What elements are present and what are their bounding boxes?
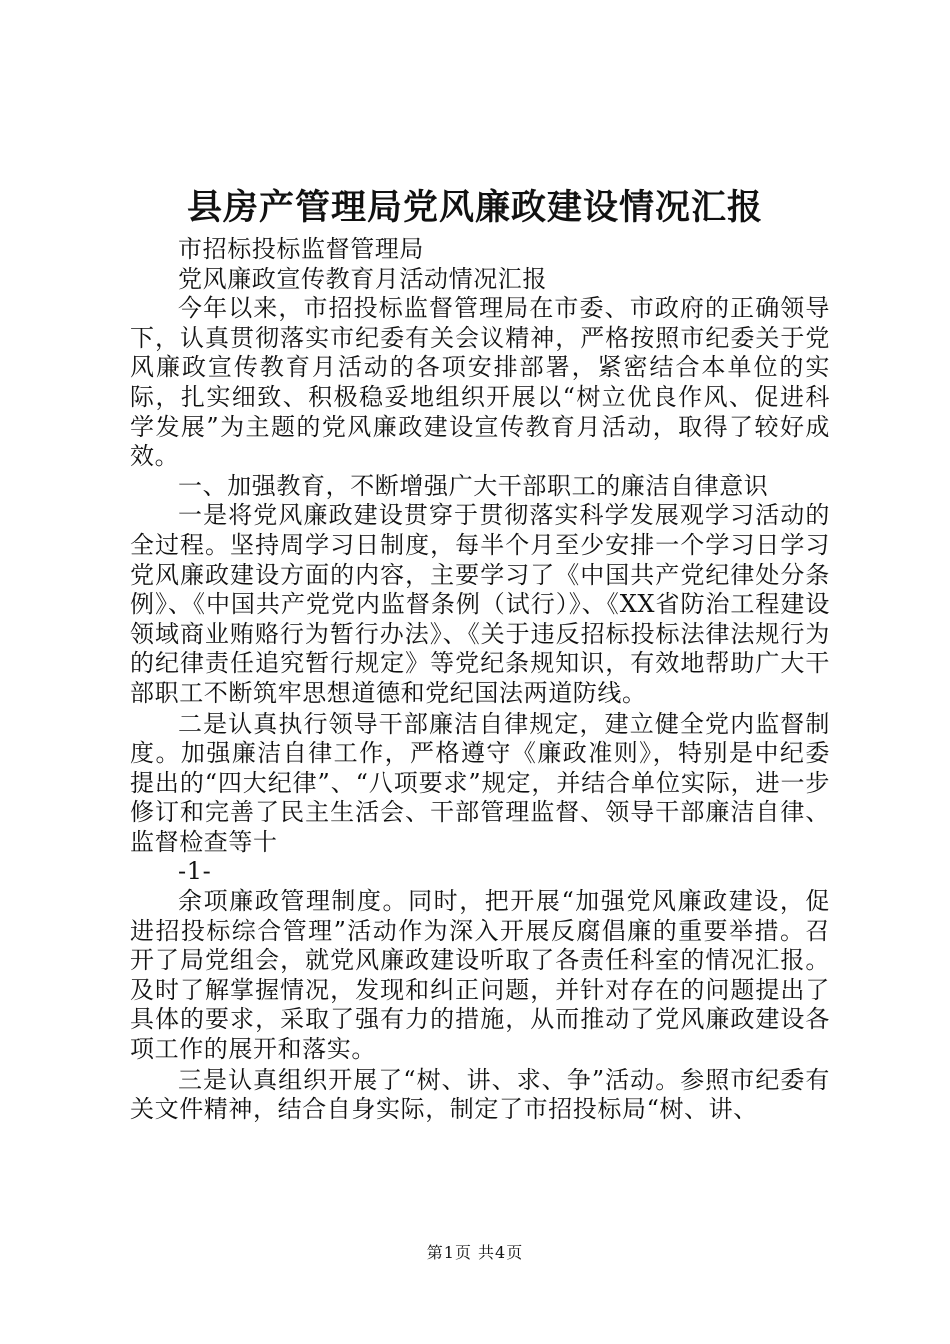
section-heading: 一、加强教育，不断增强广大干部职工的廉洁自律意识: [178, 471, 769, 500]
document-body: [130, 235, 830, 1125]
paragraph-item-2: 二是认真执行领导干部廉洁自律规定，建立健全党内监督制度。加强廉洁自律工作，严格遵守《廉政准则》，特别是中纪委提出的“四大纪律”、“八项要求”规定，并结合单位实际，进一步修订和完善了民主生活会、干部管理监督、领导干部廉洁自律、监督检查等十: [130, 709, 830, 856]
page-marker: -1-: [178, 857, 212, 886]
paragraph-item-1: 一是将党风廉政建设贯穿于贯彻落实科学发展观学习活动的全过程。坚持周学习日制度，每半个月至少安排一个学习日学习党风廉政建设方面的内容，主要学习了《中国共产党纪律处分条例》、《中国共产党党内监督条例（试行）》、《XX省防治工程建设领域商业贿赂行为暂行办法》、《关于违反招标投标法律法规行为的纪律责任追究暂行规定》等党纪条规知识，有效地帮助广大干部职工不断筑牢思想道德和党纪国法两道防线。: [130, 501, 830, 707]
page-footer: 第1页 共4页: [426, 1243, 524, 1262]
subtitle-line: 党风廉政宣传教育月活动情况汇报: [178, 264, 547, 293]
paragraph-intro: 今年以来，市招投标监督管理局在市委、市政府的正确领导下，认真贯彻落实市纪委有关会议精神，严格按照市纪委关于党风廉政宣传教育月活动的各项安排部署，紧密结合本单位的实际，扎实细致、积极稳妥地组织开展以“树立优良作风、促进科学发展”为主题的党风廉政建设宣传教育月活动，取得了较好成效。: [130, 294, 830, 471]
document-title: 县房产管理局党风廉政建设情况汇报: [186, 187, 763, 228]
paragraph-item-3: 三是认真组织开展了“树、讲、求、争”活动。参照市纪委有关文件精神，结合自身实际，制定了市招投标局“树、讲、: [130, 1065, 830, 1124]
org-line: 市招标投标监督管理局: [178, 235, 424, 263]
paragraph-continued: 余项廉政管理制度。同时，把开展“加强党风廉政建设，促进招投标综合管理”活动作为深入开展反腐倡廉的重要举措。召开了局党组会，就党风廉政建设听取了各责任科室的情况汇报。及时了解掌握情况，发现和纠正问题，并针对存在的问题提出了具体的要求，采取了强有力的措施，从而推动了党风廉政建设各项工作的展开和落实。: [130, 887, 830, 1064]
